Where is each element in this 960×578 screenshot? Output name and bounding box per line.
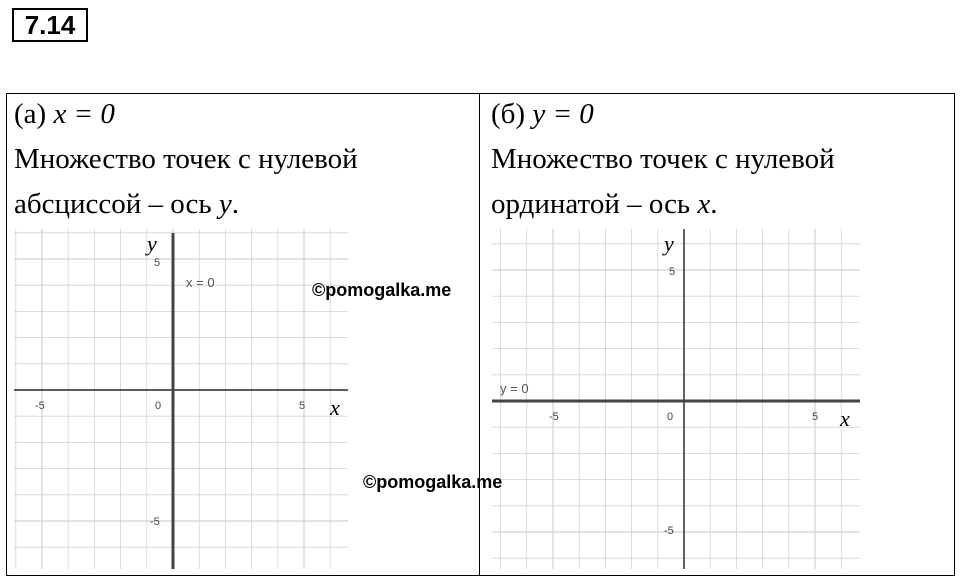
part-a-equation: x = 0	[53, 98, 115, 130]
graph-b-grid	[492, 229, 860, 569]
graph-b-tick-5-y: 5	[669, 266, 676, 278]
graph-b-line-label: y = 0	[500, 381, 529, 396]
graph-a-tick-5-x: 5	[299, 400, 306, 412]
graph-b	[492, 229, 860, 569]
graph-b-tick-neg5-x: -5	[549, 411, 559, 423]
graph-a-line-label: x = 0	[186, 275, 215, 290]
part-b-letter: (б)	[491, 98, 526, 130]
graph-b-tick-5-x: 5	[812, 411, 819, 423]
graph-a	[14, 229, 352, 569]
graph-a-tick-neg5-x: -5	[35, 400, 45, 412]
graph-a-origin: 0	[155, 400, 162, 412]
graph-b-x-label: x	[840, 406, 850, 431]
graph-a-tick-neg5-y: -5	[150, 516, 160, 528]
part-a-line1: Множество точек с нулевой	[14, 143, 358, 175]
graph-b-y-label: y	[664, 231, 674, 256]
part-a-letter: (а)	[14, 98, 47, 130]
part-a-heading	[14, 92, 115, 137]
part-b-heading	[491, 92, 594, 137]
graph-a-tick-5-y: 5	[154, 257, 161, 269]
part-a-line2: абсциссой – ось y.	[14, 188, 239, 220]
part-b-line2: ординатой – ось x.	[491, 188, 718, 220]
part-b-line1: Множество точек с нулевой	[491, 143, 835, 175]
graph-a-y-label: y	[147, 231, 157, 256]
watermark-2: ©pomogalka.me	[363, 472, 503, 492]
problem-number: 7.14	[12, 8, 88, 42]
graph-a-grid	[14, 229, 348, 569]
watermark-1: ©pomogalka.me	[312, 280, 452, 300]
table-divider	[479, 93, 480, 576]
graph-b-tick-neg5-y: -5	[664, 525, 674, 537]
graph-b-origin: 0	[667, 411, 674, 423]
graph-a-x-label: x	[330, 395, 340, 420]
part-b-equation: y = 0	[532, 98, 594, 130]
